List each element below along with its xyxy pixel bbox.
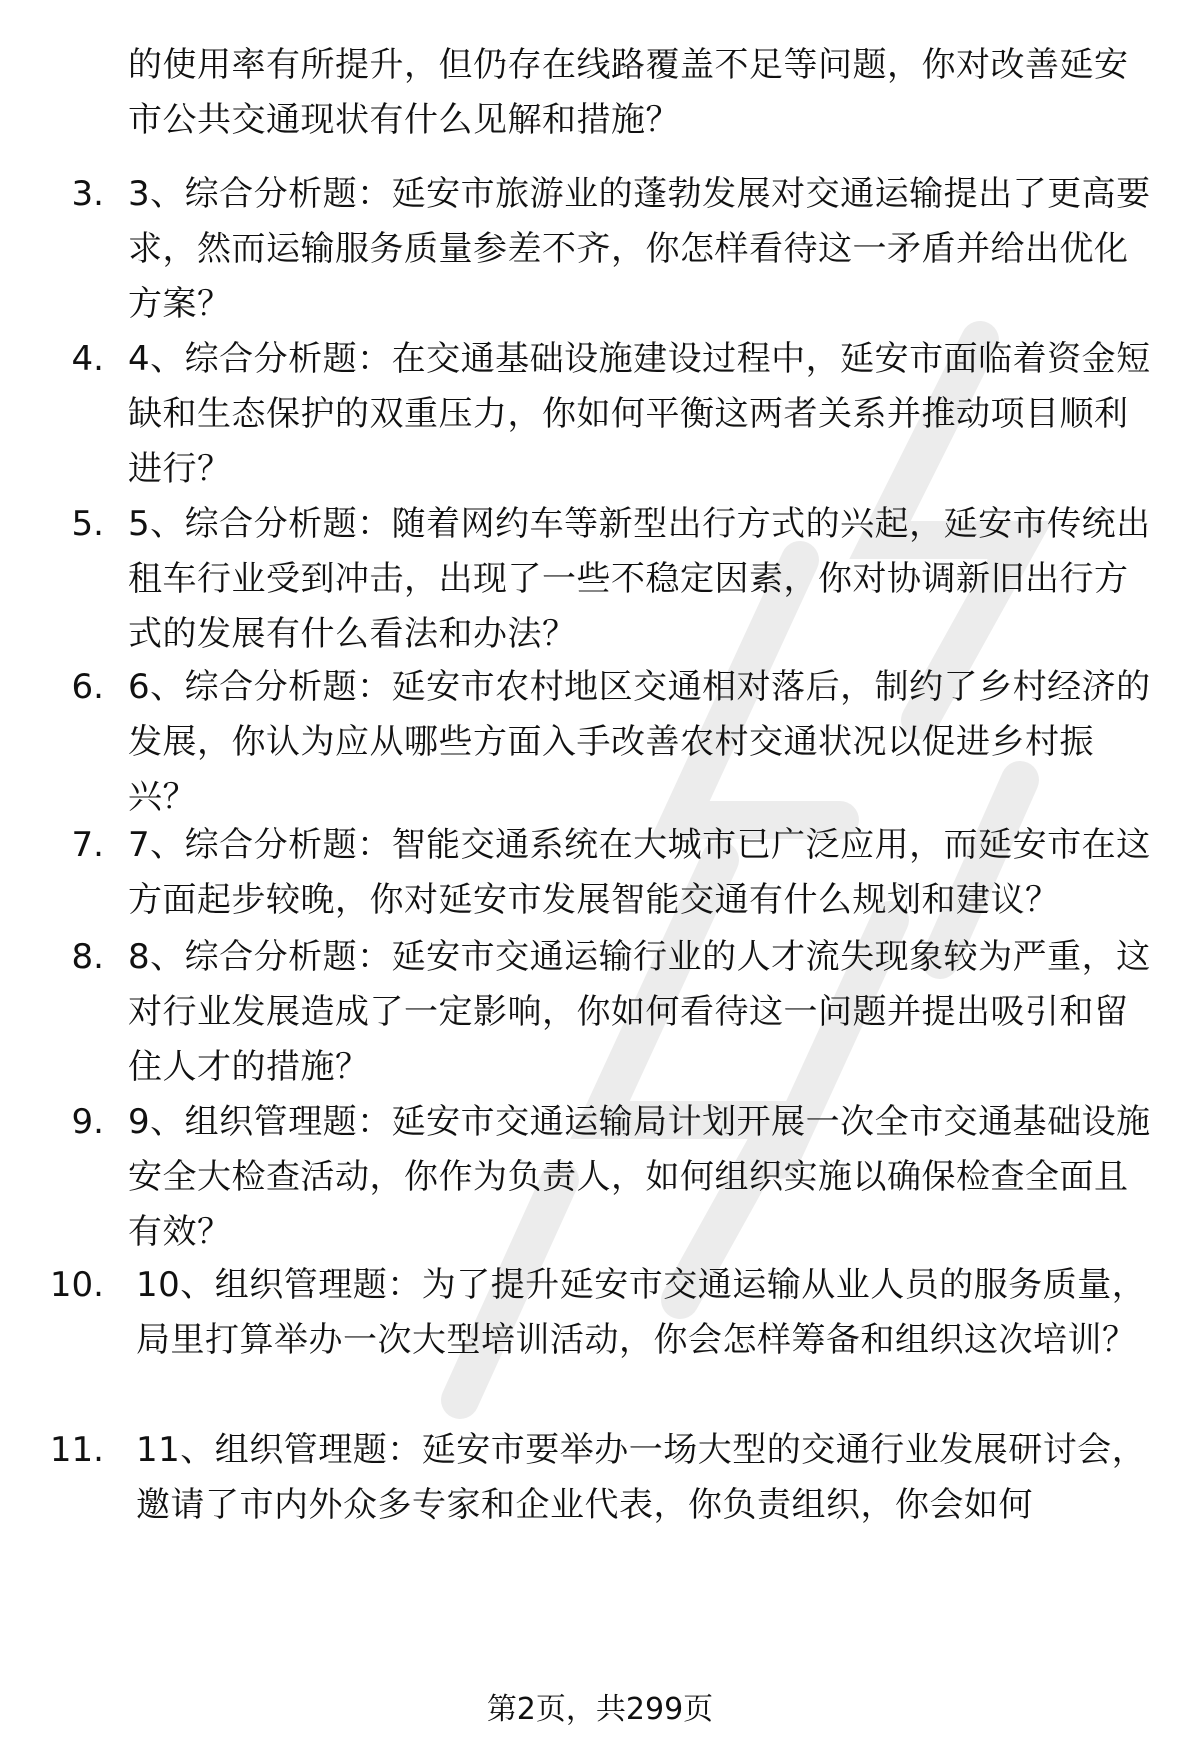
question-text: 10、组织管理题：为了提升延安市交通运输从业人员的服务质量，局里打算举办一次大型培训活动，你会怎样筹备和组织这次培训？ <box>136 1265 1147 1360</box>
page-footer: 第2页，共299页 <box>486 1692 714 1727</box>
question-number: 4. <box>71 339 104 379</box>
question-number: 9. <box>71 1102 104 1142</box>
question-number: 10. <box>49 1265 104 1305</box>
question-text: 9、组织管理题：延安市交通运输局计划开展一次全市交通基础设施安全大检查活动，你作为负责人，如何组织实施以确保检查全面且有效？ <box>128 1102 1151 1252</box>
question-text: 3、综合分析题：延安市旅游业的蓬勃发展对交通运输提出了更高要求，然而运输服务质量参差不齐，你怎样看待这一矛盾并给出优化方案？ <box>128 174 1151 324</box>
question-text: 6、综合分析题：延安市农村地区交通相对落后，制约了乡村经济的发展，你认为应从哪些方面入手改善农村交通状况以促进乡村振兴？ <box>128 667 1151 817</box>
question-text: 8、综合分析题：延安市交通运输行业的人才流失现象较为严重，这对行业发展造成了一定影响，你如何看待这一问题并提出吸引和留住人才的措施？ <box>128 937 1151 1087</box>
question-continuation-text: 的使用率有所提升，但仍存在线路覆盖不足等问题，你对改善延安市公共交通现状有什么见解和措施？ <box>128 45 1129 140</box>
question-number: 7. <box>71 825 104 865</box>
question-number: 11. <box>49 1430 104 1470</box>
question-text: 4、综合分析题：在交通基础设施建设过程中，延安市面临着资金短缺和生态保护的双重压力，你如何平衡这两者关系并推动项目顺利进行？ <box>128 339 1151 489</box>
question-number: 8. <box>71 937 104 977</box>
question-text: 7、综合分析题：智能交通系统在大城市已广泛应用，而延安市在这方面起步较晚，你对延安市发展智能交通有什么规划和建议？ <box>128 825 1151 920</box>
question-text: 11、组织管理题：延安市要举办一场大型的交通行业发展研讨会，邀请了市内外众多专家和企业代表，你负责组织，你会如何 <box>136 1430 1147 1525</box>
question-text: 5、综合分析题：随着网约车等新型出行方式的兴起，延安市传统出租车行业受到冲击，出现了一些不稳定因素，你对协调新旧出行方式的发展有什么看法和办法？ <box>128 504 1151 654</box>
question-number: 3. <box>71 174 104 214</box>
question-number: 5. <box>71 504 104 544</box>
question-number: 6. <box>71 667 104 707</box>
